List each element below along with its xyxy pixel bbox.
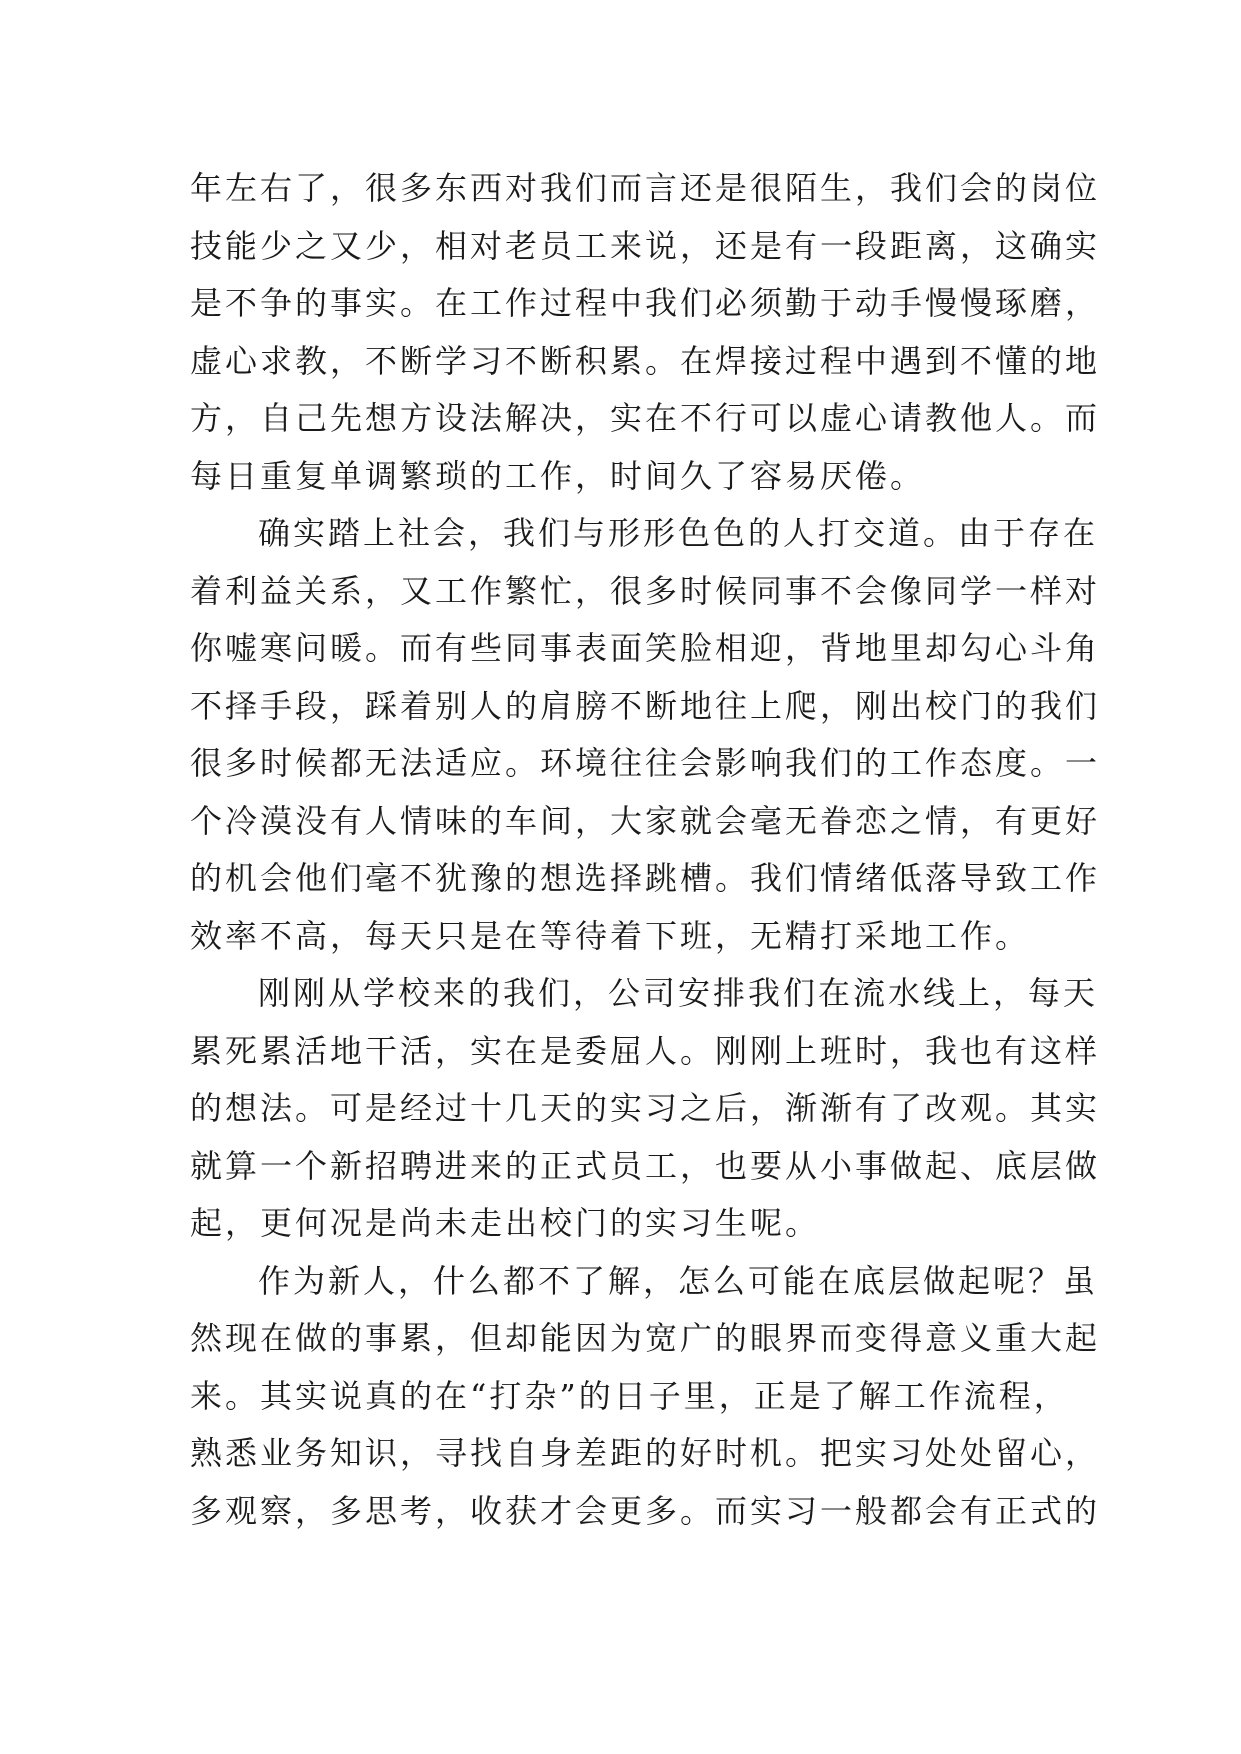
text-line: 起，更何况是尚未走出校门的实习生呢。 (190, 1204, 821, 1242)
text-line: 不择手段，踩着别人的肩膀不断地往上爬，刚出校门的我们 (190, 686, 1101, 725)
text-line: 就算一个新招聘进来的正式员工，也要从小事做起、底层做 (190, 1146, 1101, 1185)
text-line: 的想法。可是经过十几天的实习之后，渐渐有了改观。其实 (190, 1089, 1101, 1127)
text-line: 虚心求教，不断学习不断积累。在焊接过程中遇到不懂的地 (190, 341, 1101, 380)
text-line: 多观察，多思考，收获才会更多。而实习一般都会有正式的 (190, 1491, 1101, 1530)
text-line: 效率不高，每天只是在等待着下班，无精打采地工作。 (190, 916, 1031, 955)
text-line: 确实踏上社会，我们与形形色色的人打交道。由于存在 (258, 514, 1099, 552)
text-line: 然现在做的事累，但却能因为宽广的眼界而变得意义重大起 (190, 1319, 1101, 1357)
text-line: 的机会他们毫不犹豫的想选择跳槽。我们情绪低落导致工作 (190, 859, 1101, 897)
text-line: 你嘘寒问暖。而有些同事表面笑脸相迎，背地里却勾心斗角 (190, 629, 1101, 667)
text-line: 熟悉业务知识，寻找自身差距的好时机。把实习处处留心， (190, 1434, 1101, 1472)
text-line: 每日重复单调繁琐的工作，时间久了容易厌倦。 (190, 456, 926, 495)
text-line: 很多时候都无法适应。环境往往会影响我们的工作态度。一 (190, 744, 1101, 782)
text-line: 累死累活地干活，实在是委屈人。刚刚上班时，我也有这样 (190, 1031, 1101, 1070)
document-body (190, 160, 1101, 1540)
text-line: 刚刚从学校来的我们，公司安排我们在流水线上，每天 (258, 974, 1099, 1012)
text-line: 是不争的事实。在工作过程中我们必须勤于动手慢慢琢磨， (190, 284, 1101, 322)
text-line: 着利益关系，又工作繁忙，很多时候同事不会像同学一样对 (190, 571, 1101, 610)
text-line: 技能少之又少，相对老员工来说，还是有一段距离，这确实 (190, 226, 1101, 265)
text-line: 年左右了，很多东西对我们而言还是很陌生，我们会的岗位 (190, 169, 1101, 207)
text-line: 个冷漠没有人情味的车间，大家就会毫无眷恋之情，有更好 (190, 801, 1101, 840)
text-line: 作为新人，什么都不了解，怎么可能在底层做起呢？虽 (258, 1261, 1099, 1300)
text-line: 来。其实说真的在“打杂”的日子里，正是了解工作流程， (190, 1376, 1069, 1415)
text-line: 方，自己先想方设法解决，实在不行可以虚心请教他人。而 (190, 399, 1101, 437)
